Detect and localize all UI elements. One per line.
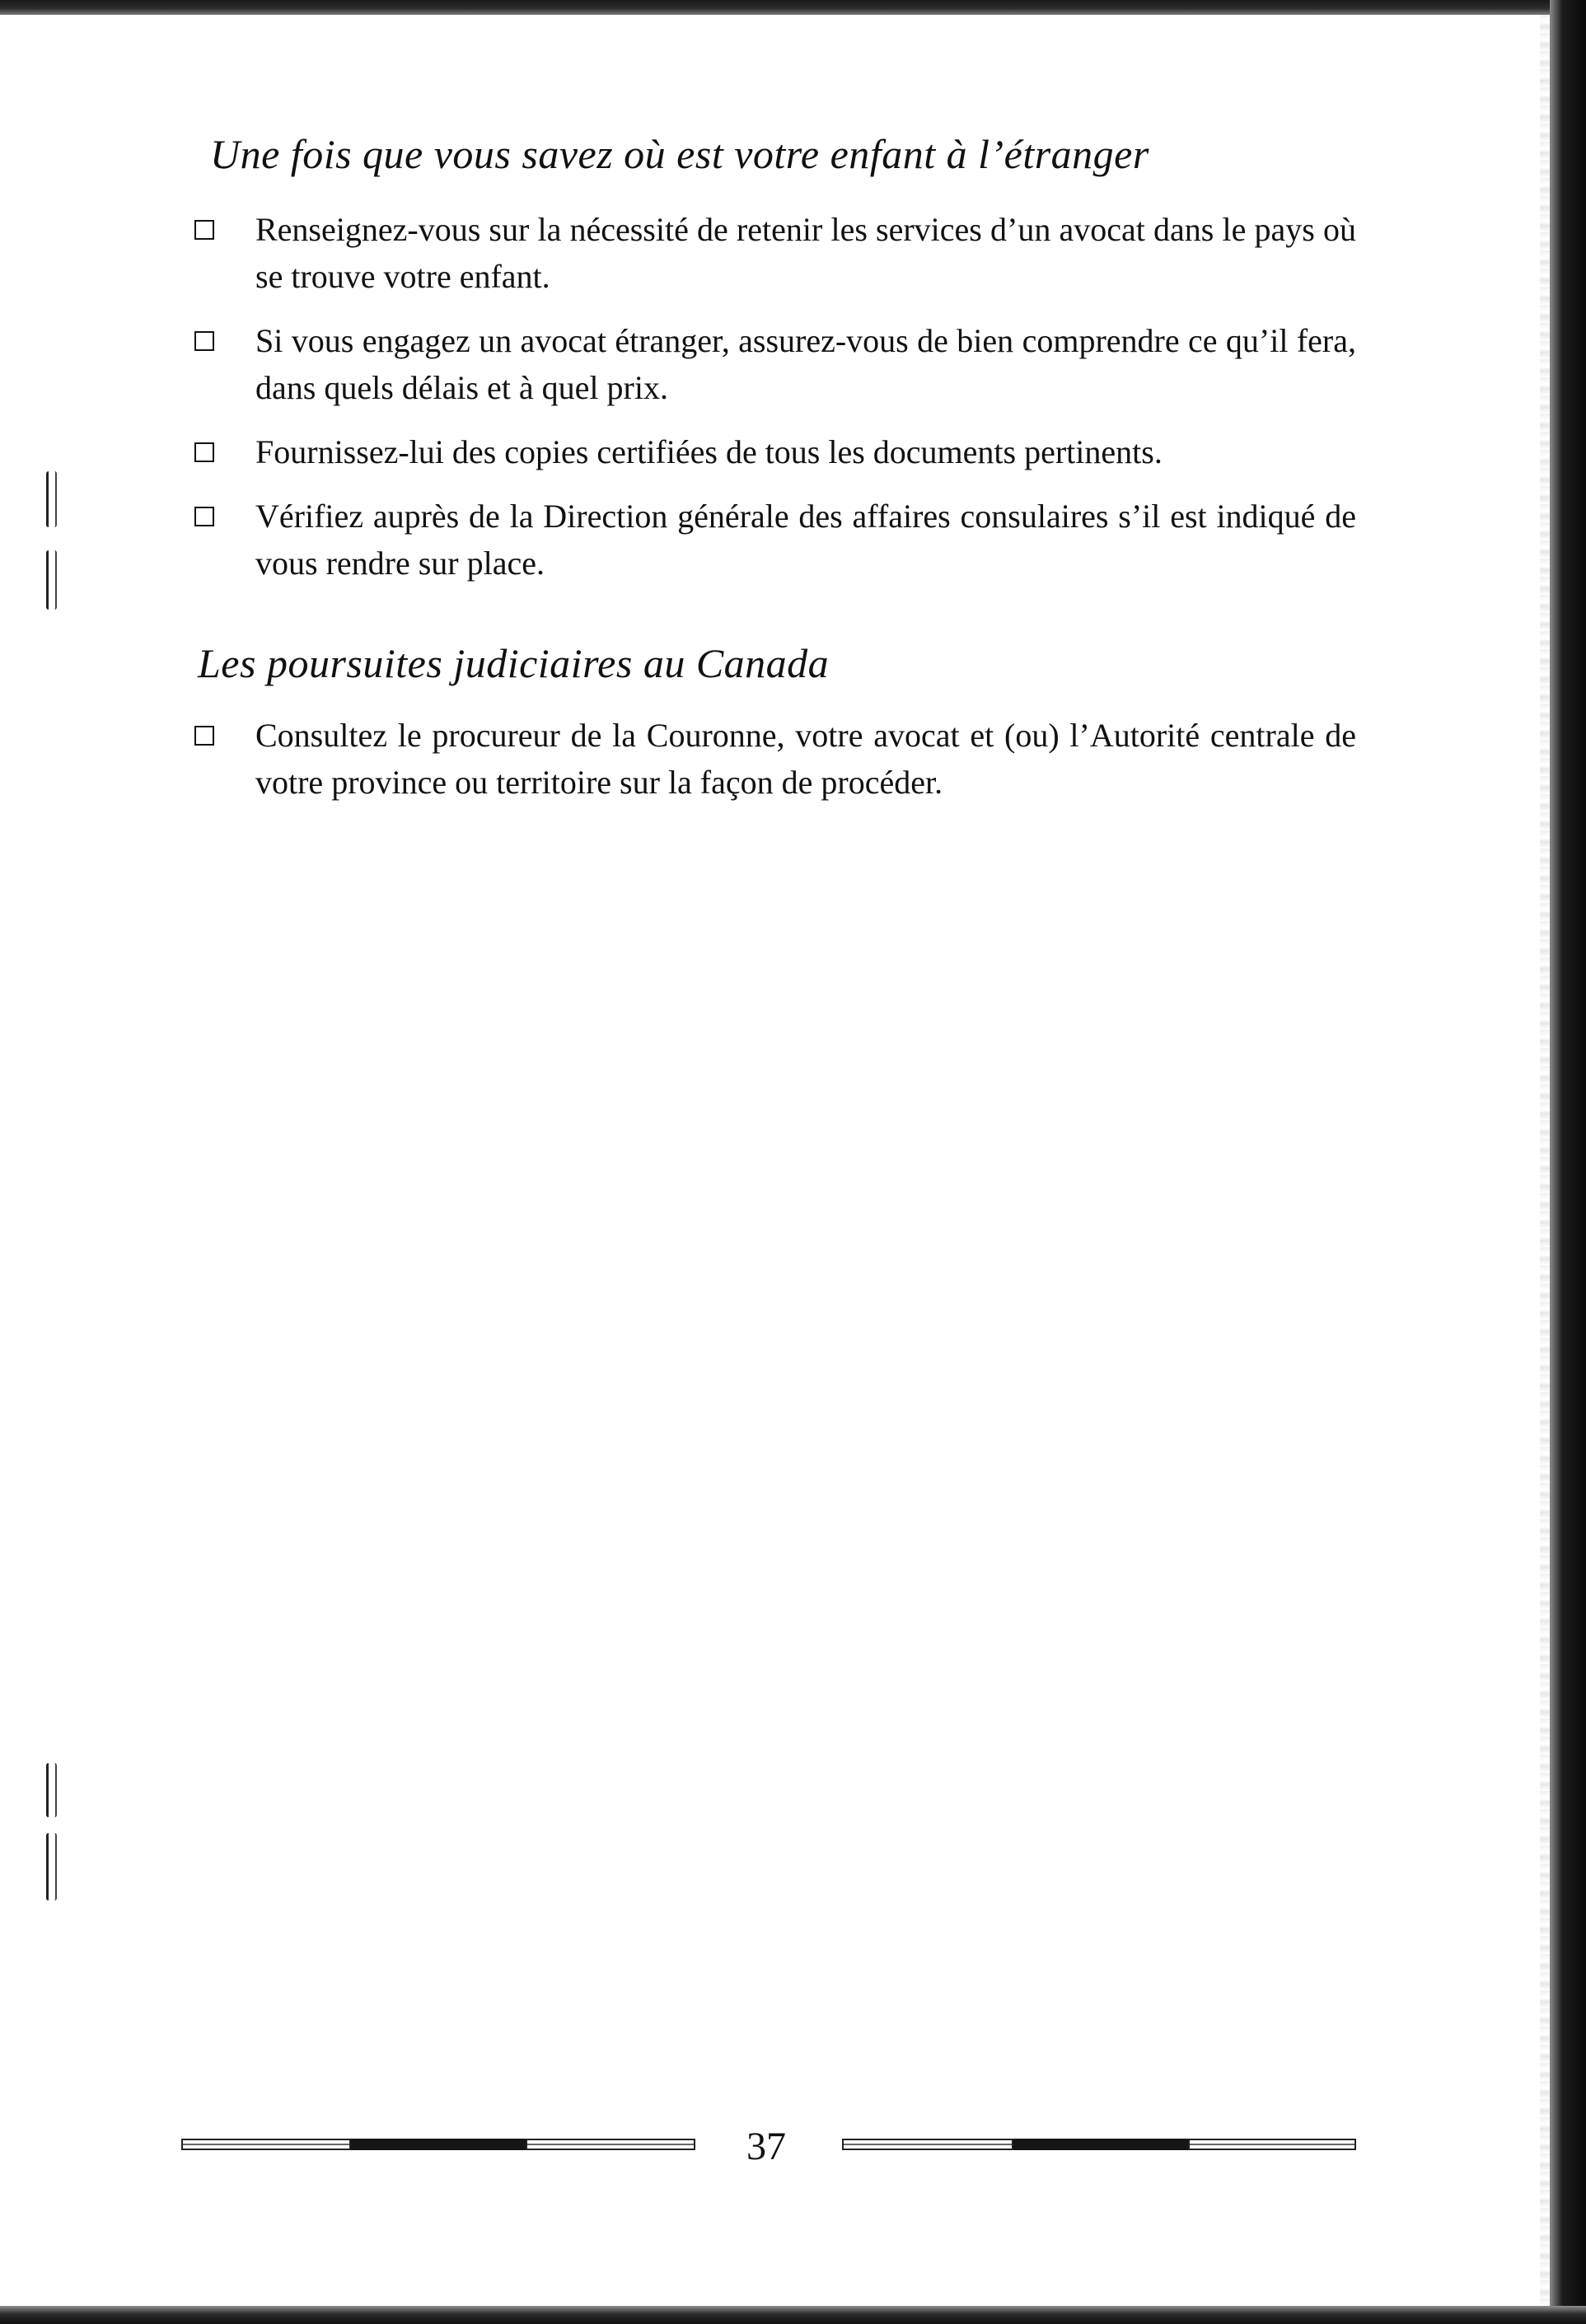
footer-rule-segment (842, 2139, 1013, 2150)
checklist-canada (194, 712, 1356, 806)
scan-edge-shadow (1540, 15, 1550, 2313)
footer-rule-segment (351, 2139, 526, 2150)
footer-rule-segment (526, 2139, 695, 2150)
checklist-item (194, 317, 1356, 411)
checklist-item (194, 428, 1356, 475)
checkbox-icon[interactable] (194, 331, 214, 351)
footer-rule-segment (1013, 2139, 1188, 2150)
checklist-item-text: Vérifiez auprès de la Direction générale des affaires consulaires s’il est indiqué de vous rendre sur place. (255, 498, 1356, 582)
checkbox-icon[interactable] (194, 442, 214, 462)
checklist-item (194, 206, 1356, 300)
binding-mark (46, 471, 57, 527)
binding-mark (46, 1833, 57, 1901)
footer-rule-right (842, 2139, 1356, 2153)
checklist-item (194, 493, 1356, 587)
checklist-item-text: Renseignez-vous sur la nécessité de retenir les services d’un avocat dans le pays où se trouve votre enfant. (255, 211, 1356, 295)
scan-border-bottom (0, 2306, 1586, 2324)
checkbox-icon[interactable] (194, 220, 214, 240)
page-number: 37 (746, 2125, 786, 2168)
checklist-item (194, 712, 1356, 806)
checkbox-icon[interactable] (194, 507, 214, 526)
checkbox-icon[interactable] (194, 726, 214, 746)
checklist-item-text: Consultez le procureur de la Couronne, votre avocat et (ou) l’Autorité centrale de votre province ou territoire sur la façon de procéder. (255, 717, 1356, 801)
binding-mark (46, 550, 57, 610)
scan-border-top (0, 0, 1586, 15)
checklist-item-text: Si vous engagez un avocat étranger, assurez-vous de bien comprendre ce qu’il fera, dans quels délais et à quel prix. (255, 322, 1356, 406)
binding-mark (46, 1763, 57, 1817)
scan-border-right (1550, 0, 1586, 2324)
footer-rule-left (181, 2139, 695, 2153)
footer-rule-segment (181, 2139, 351, 2150)
footer-rule-segment (1188, 2139, 1356, 2150)
checklist-abroad (194, 206, 1356, 587)
checklist-item-text: Fournissez-lui des copies certifiées de tous les documents pertinents. (255, 433, 1163, 470)
section-heading-abroad: Une fois que vous savez où est votre enfant à l’étranger (210, 131, 1149, 177)
section-heading-canada: Les poursuites judiciaires au Canada (198, 640, 830, 686)
